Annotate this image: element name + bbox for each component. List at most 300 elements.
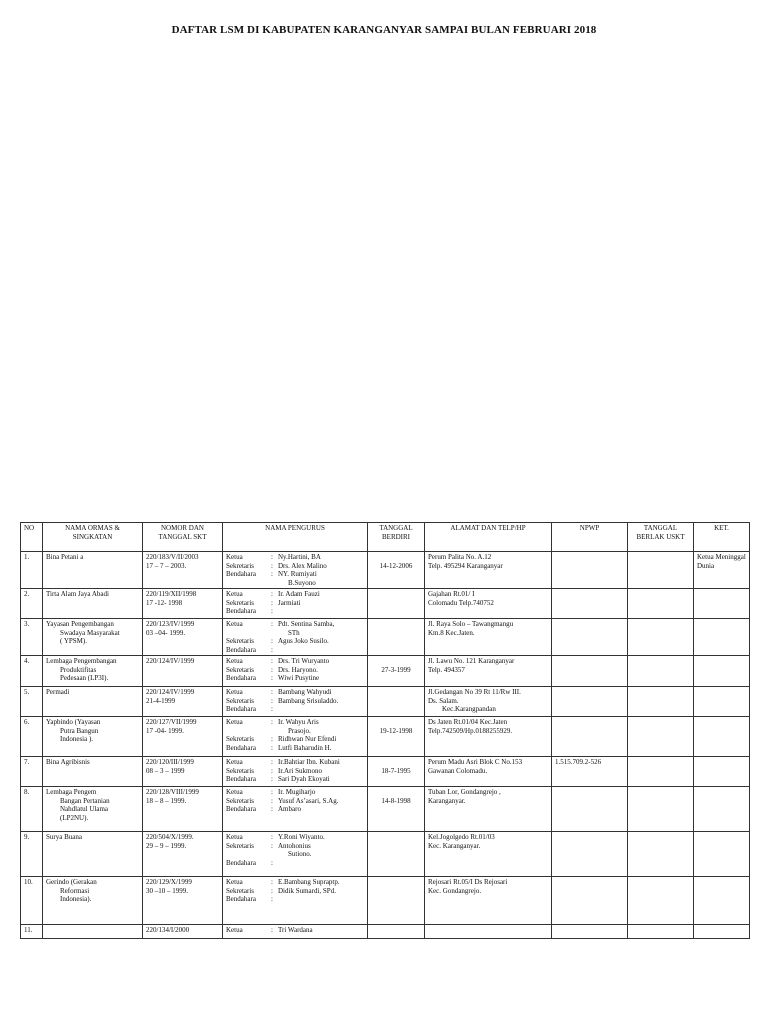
cell-nomor-skt bbox=[143, 619, 223, 656]
cell-tanggal-berlaku bbox=[628, 619, 694, 656]
sekretaris-name: Antohonius bbox=[278, 841, 311, 850]
bendahara-name bbox=[278, 705, 364, 714]
pengurus-ketua bbox=[226, 878, 364, 887]
table-header-row bbox=[21, 523, 750, 552]
table-row bbox=[21, 589, 750, 619]
sekretaris-name: Drs. Haryono. bbox=[278, 665, 318, 674]
ketua-role-label: Ketua bbox=[226, 718, 243, 726]
colon: : bbox=[271, 718, 273, 726]
ketua-name-cont: STh bbox=[288, 628, 300, 637]
cell-pengurus bbox=[223, 787, 368, 832]
bendahara-name bbox=[278, 895, 364, 904]
ketua-role-label: Ketua bbox=[226, 788, 243, 796]
bendahara-role-label: Bendahara bbox=[226, 674, 256, 682]
cell-pengurus bbox=[223, 757, 368, 787]
cell-ket bbox=[694, 717, 750, 757]
pengurus-bendahara bbox=[226, 744, 364, 753]
ketua-role-label: Ketua bbox=[226, 833, 243, 841]
table-row bbox=[21, 925, 750, 939]
cell-ket bbox=[694, 687, 750, 717]
ketua-name: Drs. Tri Wuryanto bbox=[278, 657, 330, 665]
ormas-name: Tirta Alam Jaya Abadi bbox=[46, 590, 109, 598]
col-header-nama: NAMA ORMAS & SINGKATAN bbox=[43, 523, 143, 552]
colon: : bbox=[271, 886, 273, 895]
pengurus-ketua bbox=[226, 620, 364, 637]
colon: : bbox=[271, 570, 273, 578]
colon: : bbox=[271, 878, 273, 886]
pengurus-sekretaris bbox=[226, 637, 364, 646]
ketua-name: Tri Wardana bbox=[278, 926, 313, 934]
table-row bbox=[21, 619, 750, 656]
ketua-role-label: Ketua bbox=[226, 620, 243, 628]
colon: : bbox=[271, 833, 273, 841]
ketua-role-label: Ketua bbox=[226, 758, 243, 766]
lsm-table bbox=[20, 522, 750, 939]
skt-date: 30 –10 – 1999. bbox=[146, 886, 188, 895]
cell-tanggal-berlaku bbox=[628, 717, 694, 757]
ketua-name: Ir.Bahtiar Ibn. Kubani bbox=[278, 758, 340, 766]
ketua-name: E.Bambang Supraptp. bbox=[278, 878, 340, 886]
cell-nama bbox=[43, 832, 143, 877]
sekretaris-name: Bambang Srisuladdo. bbox=[278, 696, 339, 705]
cell-npwp bbox=[552, 619, 628, 656]
ormas-name-cont: Indonesia ). bbox=[60, 735, 94, 743]
skt-date: 03 –04- 1999. bbox=[146, 628, 186, 637]
sekretaris-name-cont: Sutiono. bbox=[288, 850, 312, 858]
ketua-role-label: Ketua bbox=[226, 553, 243, 561]
cell-tanggal-berdiri bbox=[368, 877, 425, 925]
table-row bbox=[21, 552, 750, 589]
col-header-no: NO bbox=[21, 523, 43, 552]
colon: : bbox=[271, 735, 273, 743]
cell-no: 7. bbox=[21, 757, 43, 787]
colon: : bbox=[271, 743, 273, 752]
bendahara-role-label: Bendahara bbox=[226, 805, 256, 813]
skt-number: 220/504/X/1999. bbox=[146, 833, 194, 841]
bendahara-role-label: Bendahara bbox=[226, 858, 256, 867]
cell-ket bbox=[694, 925, 750, 939]
cell-nama bbox=[43, 619, 143, 656]
colon: : bbox=[271, 696, 273, 705]
alamat-line: Gajahan Rt.01/ I bbox=[428, 590, 475, 598]
ormas-name: Lembaga Pengembangan bbox=[46, 657, 117, 665]
cell-npwp bbox=[552, 687, 628, 717]
cell-no: 9. bbox=[21, 832, 43, 877]
cell-alamat bbox=[425, 832, 552, 877]
ketua-name: Pdt. Sentina Samba, bbox=[278, 620, 335, 628]
cell-nama bbox=[43, 717, 143, 757]
bendahara-name: Wiwi Pusytine bbox=[278, 674, 320, 682]
table-row bbox=[21, 877, 750, 925]
colon: : bbox=[271, 705, 273, 713]
alamat-line: Jl.Gedangan No 39 Rt 11/Rw III. bbox=[428, 688, 521, 696]
colon: : bbox=[271, 598, 273, 607]
cell-no: 5. bbox=[21, 687, 43, 717]
cell-no: 6. bbox=[21, 717, 43, 757]
colon: : bbox=[271, 645, 273, 654]
telp-line: Km.8 Kec.Jaten. bbox=[428, 628, 475, 637]
alamat-line: Perum Palita No. A.12 bbox=[428, 553, 492, 561]
ormas-name: Bina Agribisnis bbox=[46, 758, 90, 766]
cell-ket bbox=[694, 619, 750, 656]
cell-tanggal-berdiri bbox=[368, 619, 425, 656]
bendahara-name bbox=[278, 859, 364, 868]
ketua-role-label: Ketua bbox=[226, 926, 243, 934]
cell-alamat bbox=[425, 925, 552, 939]
bendahara-name bbox=[278, 607, 364, 616]
cell-nama bbox=[43, 687, 143, 717]
telp-line: Kec. Gondangrejo. bbox=[428, 886, 482, 895]
colon: : bbox=[271, 657, 273, 665]
skt-date: 08 – 3 – 1999 bbox=[146, 766, 185, 775]
sekretaris-role-label: Sekretaris bbox=[226, 735, 254, 743]
pengurus-ketua bbox=[226, 553, 364, 562]
colon: : bbox=[271, 637, 273, 645]
cell-nomor-skt bbox=[143, 589, 223, 619]
cell-tanggal-berdiri bbox=[368, 687, 425, 717]
sekretaris-role-label: Sekretaris bbox=[226, 841, 254, 850]
pengurus-sekretaris bbox=[226, 735, 364, 744]
bendahara-name-cont: B.Suyono bbox=[288, 578, 316, 587]
cell-npwp bbox=[552, 877, 628, 925]
cell-tanggal-berdiri: 18-7-1995 bbox=[368, 757, 425, 787]
cell-pengurus bbox=[223, 619, 368, 656]
cell-tanggal-berlaku bbox=[628, 757, 694, 787]
cell-nomor-skt bbox=[143, 757, 223, 787]
colon: : bbox=[271, 674, 273, 682]
cell-tanggal-berdiri: 19-12-1998 bbox=[368, 717, 425, 757]
skt-number: 220/124/IV/1999 bbox=[146, 657, 195, 665]
cell-tanggal-berlaku bbox=[628, 687, 694, 717]
pengurus-sekretaris bbox=[226, 666, 364, 675]
cell-alamat bbox=[425, 757, 552, 787]
cell-ket bbox=[694, 656, 750, 687]
cell-npwp: 1.515.709.2-526 bbox=[552, 757, 628, 787]
colon: : bbox=[271, 788, 273, 796]
cell-nomor-skt bbox=[143, 877, 223, 925]
skt-date: 18 – 8 – 1999. bbox=[146, 796, 187, 805]
cell-alamat bbox=[425, 787, 552, 832]
cell-tanggal-berdiri: 14-12-2006 bbox=[368, 552, 425, 589]
col-header-tanggal-berlaku: TANGGAL BERLAK USKT bbox=[628, 523, 694, 552]
ormas-name: Permadi bbox=[46, 688, 70, 696]
telp-line: Telp. 494357 bbox=[428, 665, 465, 674]
sekretaris-role-label: Sekretaris bbox=[226, 598, 254, 607]
cell-tanggal-berlaku bbox=[628, 552, 694, 589]
pengurus-ketua bbox=[226, 688, 364, 697]
cell-pengurus bbox=[223, 925, 368, 939]
pengurus-sekretaris bbox=[226, 599, 364, 608]
pengurus-ketua bbox=[226, 657, 364, 666]
cell-npwp bbox=[552, 656, 628, 687]
col-header-tanggal-berdiri: TANGGAL BERDIRI bbox=[368, 523, 425, 552]
colon: : bbox=[271, 858, 273, 867]
telp-line: Colomadu Telp.740752 bbox=[428, 598, 494, 607]
colon: : bbox=[271, 665, 273, 674]
cell-no: 2. bbox=[21, 589, 43, 619]
pengurus-sekretaris bbox=[226, 797, 364, 806]
sekretaris-role-label: Sekretaris bbox=[226, 561, 254, 570]
cell-npwp bbox=[552, 717, 628, 757]
ormas-name: Surya Buana bbox=[46, 833, 82, 841]
sekretaris-name: Yusuf As’asari, S.Ag. bbox=[278, 796, 339, 805]
cell-tanggal-berdiri bbox=[368, 925, 425, 939]
cell-no: 1. bbox=[21, 552, 43, 589]
cell-alamat bbox=[425, 717, 552, 757]
cell-nomor-skt bbox=[143, 717, 223, 757]
alamat-line: Jl. Lawu No. 121 Karanganyar bbox=[428, 657, 515, 665]
pengurus-bendahara bbox=[226, 895, 364, 904]
skt-date: 17 -12- 1998 bbox=[146, 598, 183, 607]
ketua-name-cont: Prasojo. bbox=[288, 726, 311, 735]
ketua-name: Y.Roni Wiyanto. bbox=[278, 833, 325, 841]
ormas-name: Yapbindo (Yayasan bbox=[46, 718, 101, 726]
table-row bbox=[21, 787, 750, 832]
ormas-name-cont: Produktifitas bbox=[60, 665, 97, 674]
cell-ket bbox=[694, 787, 750, 832]
pengurus-ketua bbox=[226, 788, 364, 797]
cell-no: 10. bbox=[21, 877, 43, 925]
cell-ket: Ketua Meninggal Dunia bbox=[694, 552, 750, 589]
cell-nomor-skt bbox=[143, 787, 223, 832]
cell-nama bbox=[43, 925, 143, 939]
cell-pengurus bbox=[223, 589, 368, 619]
bendahara-role-label: Bendahara bbox=[226, 645, 256, 654]
pengurus-bendahara bbox=[226, 805, 364, 814]
cell-no: 3. bbox=[21, 619, 43, 656]
ketua-role-label: Ketua bbox=[226, 590, 243, 598]
col-header-alamat: ALAMAT DAN TELP/HP bbox=[425, 523, 552, 552]
ormas-name-cont: Indonesia). bbox=[60, 895, 92, 903]
ormas-name: Yayasan Pengembangan bbox=[46, 620, 114, 628]
cell-no: 4. bbox=[21, 656, 43, 687]
alamat-line-2: Kec.Karangpandan bbox=[442, 705, 496, 713]
cell-ket bbox=[694, 589, 750, 619]
alamat-line: Rejosari Rt.05/I Ds Rejosari bbox=[428, 878, 508, 886]
cell-tanggal-berlaku bbox=[628, 877, 694, 925]
bendahara-name: Sari Dyah Ekoyati bbox=[278, 775, 330, 783]
cell-pengurus bbox=[223, 552, 368, 589]
col-header-ket: KET. bbox=[694, 523, 750, 552]
colon: : bbox=[271, 895, 273, 903]
cell-alamat bbox=[425, 687, 552, 717]
pengurus-bendahara bbox=[226, 705, 364, 714]
colon: : bbox=[271, 796, 273, 805]
cell-alamat bbox=[425, 877, 552, 925]
colon: : bbox=[271, 758, 273, 766]
table-row bbox=[21, 832, 750, 877]
pengurus-bendahara bbox=[226, 646, 364, 655]
pengurus-ketua bbox=[226, 833, 364, 842]
ormas-name-cont: Nahdlatul Ulama bbox=[60, 805, 109, 813]
pengurus-ketua bbox=[226, 758, 364, 767]
ormas-name-cont: Putra Bangun bbox=[60, 726, 99, 735]
page-title: DAFTAR LSM DI KABUPATEN KARANGANYAR SAMPAI BULAN FEBRUARI 2018 bbox=[171, 24, 597, 36]
ormas-name: Lembaga Pengem bbox=[46, 788, 97, 796]
ketua-name: Ny.Hartini, BA bbox=[278, 553, 321, 561]
table-row bbox=[21, 717, 750, 757]
cell-nomor-skt bbox=[143, 832, 223, 877]
ormas-name-cont: ( YPSM). bbox=[60, 637, 87, 645]
pengurus-sekretaris bbox=[226, 887, 364, 896]
cell-no: 11. bbox=[21, 925, 43, 939]
pengurus-sekretaris bbox=[226, 842, 364, 859]
colon: : bbox=[271, 590, 273, 598]
skt-date: 17 – 7 – 2003. bbox=[146, 561, 187, 570]
pengurus-bendahara bbox=[226, 607, 364, 616]
sekretaris-name: Agus Joko Susilo. bbox=[278, 637, 329, 645]
sekretaris-name: Ir.Ari Sukmono bbox=[278, 766, 322, 775]
skt-date: 29 – 9 – 1999. bbox=[146, 841, 187, 850]
ketua-name: Ir. Adam Fauzi bbox=[278, 590, 320, 598]
telp-line: Telp. 495294 Karanganyar bbox=[428, 561, 503, 570]
sekretaris-role-label: Sekretaris bbox=[226, 886, 254, 895]
sekretaris-name: Jarmiati bbox=[278, 598, 301, 607]
bendahara-role-label: Bendahara bbox=[226, 743, 256, 752]
bendahara-name bbox=[278, 646, 364, 655]
cell-tanggal-berdiri bbox=[368, 589, 425, 619]
pengurus-ketua bbox=[226, 590, 364, 599]
alamat-line: Kel.Jogolgedo Rt.01/03 bbox=[428, 833, 495, 841]
skt-number: 220/183/V/II/2003 bbox=[146, 553, 199, 561]
alamat-line: Jl. Raya Solo – Tawangmangu bbox=[428, 620, 514, 628]
skt-number: 220/129/X/1999 bbox=[146, 878, 192, 886]
ketua-role-label: Ketua bbox=[226, 657, 243, 665]
colon: : bbox=[271, 926, 273, 934]
alamat-line: Ds Jaten Rt.01/04 Kec.Jaten bbox=[428, 718, 508, 726]
ormas-name-cont: Pedesaan (LP3I). bbox=[60, 674, 109, 682]
ormas-name-cont: Swadaya Masyarakat bbox=[60, 628, 120, 637]
pengurus-bendahara bbox=[226, 674, 364, 683]
cell-tanggal-berdiri: 14-8-1998 bbox=[368, 787, 425, 832]
telp-line: Telp.742509/Hp.0188255929. bbox=[428, 726, 513, 735]
cell-nomor-skt bbox=[143, 687, 223, 717]
pengurus-ketua bbox=[226, 718, 364, 735]
cell-nama bbox=[43, 589, 143, 619]
cell-pengurus bbox=[223, 656, 368, 687]
ketua-name: Bambang Wahyudi bbox=[278, 688, 332, 696]
skt-number: 220/127/VII/1999 bbox=[146, 718, 197, 726]
skt-number: 220/124/IV/1999 bbox=[146, 688, 195, 696]
colon: : bbox=[271, 688, 273, 696]
skt-number: 220/123/IV/1999 bbox=[146, 620, 195, 628]
skt-number: 220/134/I/2000 bbox=[146, 926, 190, 934]
cell-ket bbox=[694, 757, 750, 787]
cell-tanggal-berdiri: 27-3-1999 bbox=[368, 656, 425, 687]
cell-npwp bbox=[552, 552, 628, 589]
skt-number: 220/120/III/1999 bbox=[146, 758, 194, 766]
skt-date: 17 -04- 1999. bbox=[146, 726, 184, 735]
col-header-npwp: NPWP bbox=[552, 523, 628, 552]
col-header-nomor: NOMOR DAN TANGGAL SKT bbox=[143, 523, 223, 552]
bendahara-role-label: Bendahara bbox=[226, 895, 256, 903]
cell-ket bbox=[694, 832, 750, 877]
cell-alamat bbox=[425, 619, 552, 656]
cell-pengurus bbox=[223, 717, 368, 757]
cell-nomor-skt bbox=[143, 552, 223, 589]
telp-line: Ds. Salam. bbox=[428, 696, 459, 705]
telp-line: Gawanan Colomadu. bbox=[428, 766, 488, 775]
colon: : bbox=[271, 561, 273, 570]
sekretaris-name: Drs. Alex Malino bbox=[278, 561, 327, 570]
table-row bbox=[21, 687, 750, 717]
alamat-line: Perum Madu Asri Blok C No.153 bbox=[428, 758, 523, 766]
cell-npwp bbox=[552, 589, 628, 619]
cell-npwp bbox=[552, 787, 628, 832]
sekretaris-name: Ridhwan Nur Efendi bbox=[278, 735, 337, 743]
sekretaris-role-label: Sekretaris bbox=[226, 696, 254, 705]
cell-npwp bbox=[552, 832, 628, 877]
cell-tanggal-berlaku bbox=[628, 832, 694, 877]
cell-nama bbox=[43, 877, 143, 925]
colon: : bbox=[271, 766, 273, 775]
cell-nomor-skt bbox=[143, 656, 223, 687]
colon: : bbox=[271, 553, 273, 561]
ormas-name-cont: Reformasi bbox=[60, 886, 90, 895]
ormas-name: Bina Petani a bbox=[46, 553, 84, 561]
cell-pengurus bbox=[223, 832, 368, 877]
ketua-role-label: Ketua bbox=[226, 688, 243, 696]
cell-tanggal-berlaku bbox=[628, 925, 694, 939]
sekretaris-role-label: Sekretaris bbox=[226, 766, 254, 775]
bendahara-name: Ambaro bbox=[278, 805, 301, 813]
cell-no: 8. bbox=[21, 787, 43, 832]
telp-line: Kec. Karanganyar. bbox=[428, 841, 481, 850]
pengurus-sekretaris bbox=[226, 697, 364, 706]
sekretaris-name: Didik Sumardi, SPd. bbox=[278, 886, 336, 895]
sekretaris-role-label: Sekretaris bbox=[226, 637, 254, 645]
ketua-role-label: Ketua bbox=[226, 878, 243, 886]
cell-nomor-skt bbox=[143, 925, 223, 939]
cell-tanggal-berlaku bbox=[628, 589, 694, 619]
ketua-name: Ir. Wahyu Aris bbox=[278, 718, 319, 726]
cell-nama bbox=[43, 552, 143, 589]
bendahara-role-label: Bendahara bbox=[226, 705, 256, 713]
skt-date: 21-4-1999 bbox=[146, 696, 176, 705]
cell-nama bbox=[43, 757, 143, 787]
ormas-name-cont: (LP2NU). bbox=[60, 813, 89, 822]
colon: : bbox=[271, 841, 273, 850]
cell-nama bbox=[43, 787, 143, 832]
cell-pengurus bbox=[223, 687, 368, 717]
pengurus-bendahara bbox=[226, 859, 364, 868]
cell-npwp bbox=[552, 925, 628, 939]
telp-line: Karanganyar. bbox=[428, 796, 466, 805]
table-row bbox=[21, 656, 750, 687]
bendahara-role-label: Bendahara bbox=[226, 775, 256, 783]
ketua-name: Ir. Mugiharjo bbox=[278, 788, 316, 796]
bendahara-name: NY. Rumiyati bbox=[278, 570, 317, 578]
bendahara-role-label: Bendahara bbox=[226, 607, 256, 615]
cell-pengurus bbox=[223, 877, 368, 925]
pengurus-bendahara bbox=[226, 775, 364, 784]
ormas-name: Gerindo (Gerakan bbox=[46, 878, 97, 886]
skt-number: 220/128/VIII/1999 bbox=[146, 788, 199, 796]
pengurus-bendahara bbox=[226, 570, 364, 587]
sekretaris-role-label: Sekretaris bbox=[226, 796, 254, 805]
colon: : bbox=[271, 805, 273, 813]
sekretaris-role-label: Sekretaris bbox=[226, 665, 254, 674]
cell-alamat bbox=[425, 589, 552, 619]
table-row bbox=[21, 757, 750, 787]
bendahara-name: Lutfi Baharudin H. bbox=[278, 743, 332, 752]
cell-tanggal-berlaku bbox=[628, 787, 694, 832]
cell-tanggal-berdiri bbox=[368, 832, 425, 877]
cell-ket bbox=[694, 877, 750, 925]
alamat-line: Tuban Lor, Gondangrejo , bbox=[428, 788, 501, 796]
colon: : bbox=[271, 775, 273, 783]
table-body bbox=[21, 552, 750, 939]
